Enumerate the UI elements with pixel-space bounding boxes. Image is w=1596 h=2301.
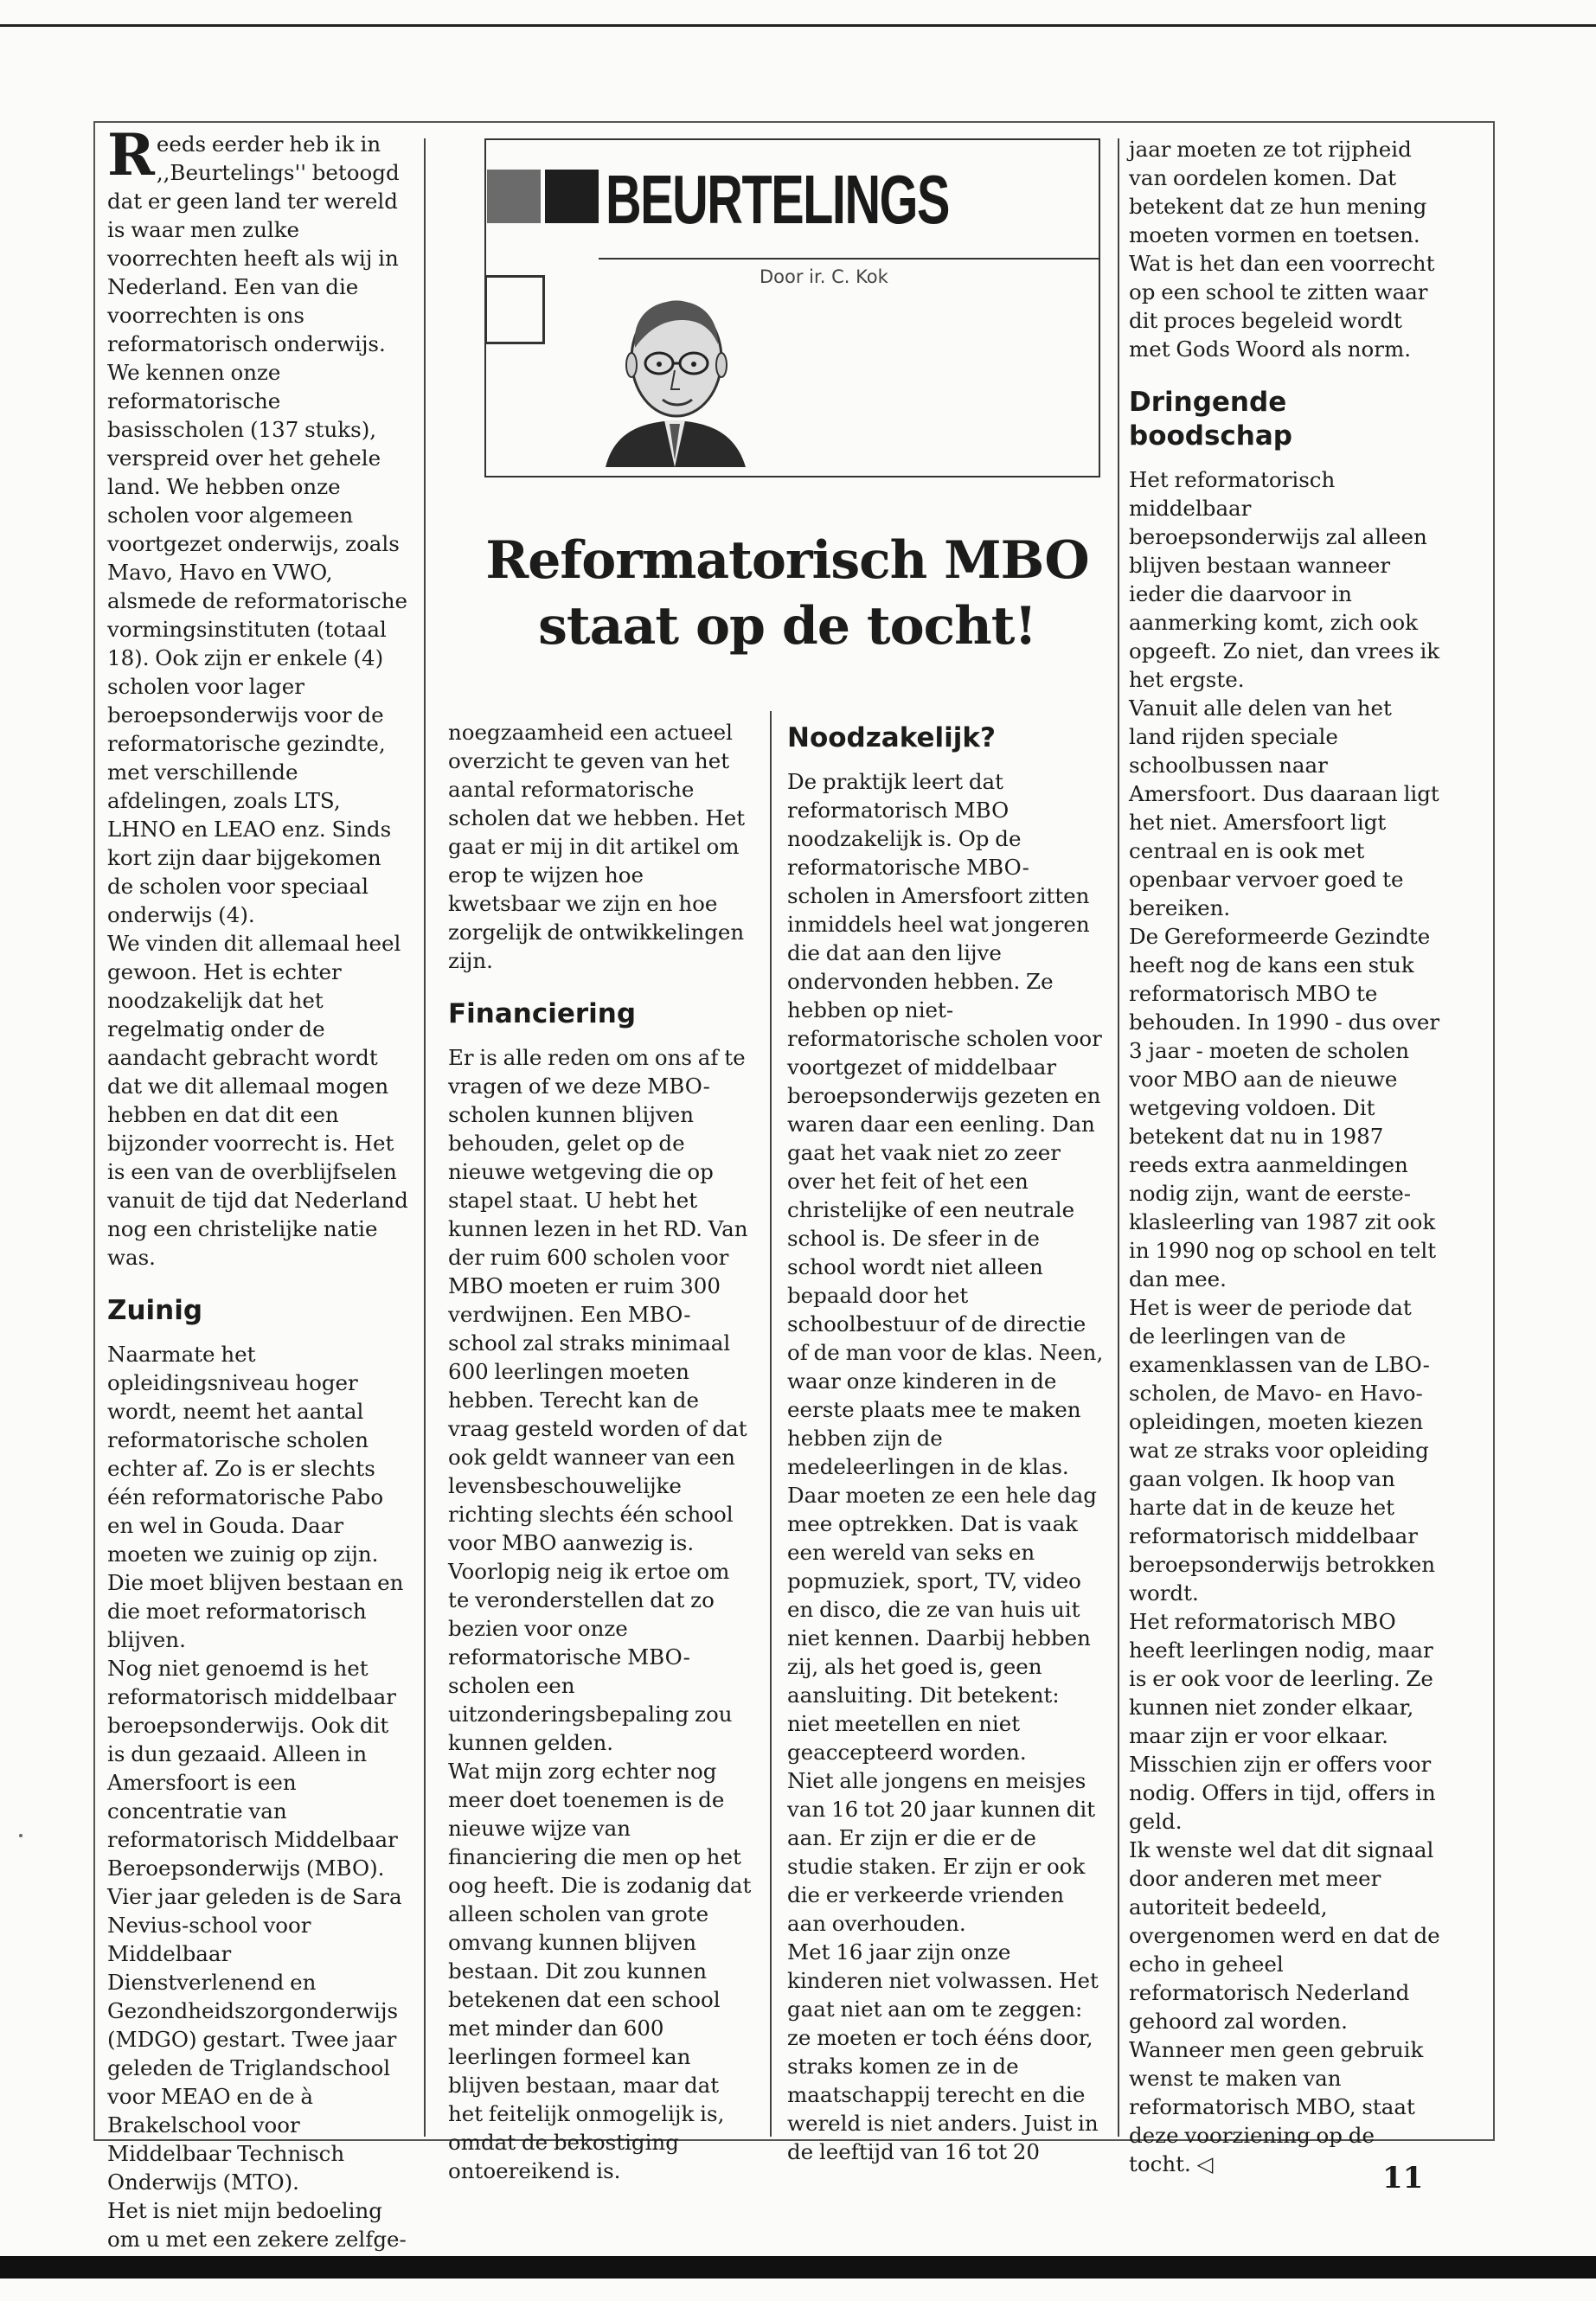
grey-square [487,170,541,223]
column-4 [1129,135,1442,2178]
column-2 [448,718,756,2185]
paragraph: Met 16 jaar zijn onze kinderen niet volwassen. Het gaat niet aan om te zeggen: ze moeten er toch ééns door, straks komen ze in de maatschappij terecht en die wereld is niet anders. Juist in de leeftijd van 16 tot 20 [787,1939,1099,2164]
subheading-noodzakelijk: Noodzakelijk? [787,722,996,753]
series-title: BEURTELINGS [606,161,949,238]
column-divider [770,711,772,2137]
paragraph: Naarmate het opleidingsniveau hoger wordt, neemt het aantal reformatorische scholen echter af. Zo is er slechts één reformatorische Pabo en wel in Gouda. Daar moeten we zuinig op zijn. Die moet blijven bestaan en die moet reformatorisch blijven. [107,1342,404,1652]
paragraph: noegzaamheid een actueel overzicht te geven van het aantal reformatorische scholen dat we hebben. Het gaat er mij in dit artikel om erop te wijzen hoe kwetsbaar we zijn en hoe zorgelijk de ontwikkelingen zijn. [448,720,746,973]
author-portrait [597,268,753,467]
column-3 [787,701,1106,2166]
top-rule [0,24,1596,27]
drop-cap: R [107,121,155,189]
headline-line-1: Reformatorisch MBO [485,530,1089,591]
paragraph: Het is niet mijn bedoeling om u met een zekere zelfge- [107,2198,407,2252]
paragraph: Het is weer de periode dat de leerlingen van de examenklassen van de LBO-scholen, de Mavo- en Havo-opleidingen, moeten kiezen wat ze straks voor opleiding gaan volgen. Ik hoop van harte dat in de keuze het reformatorisch middelbaar beroepsonderwijs betrokken wordt. [1129,1295,1436,1606]
paragraph: Vanuit alle delen van het land rijden speciale schoolbussen naar Amersfoort. Dus daaraan ligt het niet. Amersfoort ligt centraal en is ook met openbaar vervoer goed te bereiken. [1129,695,1439,920]
end-mark-icon: ◁ [1196,2151,1214,2176]
page-number: 11 [1382,2161,1424,2195]
paragraph: De Gereformeerde Gezindte heeft nog de kans een stuk reformatorisch MBO te behouden. In 1990 - dus over 3 jaar - moeten de scholen voor MBO aan de nieuwe wetgeving voldoen. Dit betekent dat nu in 1987 reeds extra aanmeldingen nodig zijn, want de eerste-klasleerling van 1987 zit ook in 1990 nog op school en telt dan mee. [1129,924,1440,1292]
outline-square [484,275,545,344]
scan-speck [19,1834,22,1837]
paragraph: De praktijk leert dat reformatorisch MBO noodzakelijk is. Op de reformatorische MBO-scholen in Amersfoort zitten inmiddels heel wat jongeren die dat aan den lijve ondervonden hebben. Ze hebben op niet-reformatorische scholen voor voortgezet of middelbaar beroepsonderwijs gezeten en waren daar een eenling. Dan gaat het vaak niet zo zeer over het feit of het een christelijke of een neutrale school is. De sfeer in de school wordt niet alleen bepaald door het schoolbestuur of de directie of de man voor de klas. Neen, waar onze kinderen in de eerste plaats mee te maken hebben zijn de medeleerlingen in de klas. Daar moeten ze een hele dag mee optrekken. Dat is vaak een wereld van seks en popmuziek, sport, TV, video en disco, die ze van huis uit niet kennen. Daarbij hebben zij, als het goed is, geen aansluiting. Dit betekent: niet meetellen en niet geaccepteerd worden. [787,769,1104,1765]
column-divider [1118,138,1119,2137]
headline [450,528,1125,659]
intro-paragraph [107,121,412,929]
paragraph: jaar moeten ze tot rijpheid van oordelen komen. Dat betekent dat ze hun mening moeten vormen en toetsen. Wat is het dan een voorrecht op een school te zitten waar dit proces begeleid wordt met Gods Woord als norm. [1129,137,1435,362]
subheading-dringende-boodschap: Dringende boodschap [1129,387,1292,452]
column-divider [424,138,426,2137]
paragraph: Het reformatorisch MBO heeft leerlingen nodig, maar is er ook voor de leerling. Ze kunnen niet zonder elkaar, maar zijn er voor elkaar. Misschien zijn er offers voor nodig. Offers in tijd, offers in geld. [1129,1609,1436,1834]
paragraph: Er is alle reden om ons af te vragen of we deze MBO-scholen kunnen blijven behouden, gelet op de nieuwe wetgeving die op stapel staat. U hebt het kunnen lezen in het RD. Van der ruim 600 scholen voor MBO moeten er ruim 300 verdwijnen. Een MBO-school zal straks minimaal 600 leerlingen moeten hebben. Terecht kan de vraag gesteld worden of dat ook geldt wanneer van een levensbeschouwelijke richting slechts één school voor MBO aanwezig is. Voorlopig neig ik ertoe om te veronderstellen dat zo bezien voor onze reformatorische MBO-scholen een uitzonderingsbepaling zou kunnen gelden. [448,1045,748,1755]
paragraph: Het reformatorisch middelbaar beroepsonderwijs zal alleen blijven bestaan wanneer ieder die daarvoor in aanmerking komt, zich ook opgeeft. Zo niet, dan vrees ik het ergste. [1129,467,1440,692]
column-1 [107,121,412,2253]
bottom-rule [0,2256,1596,2279]
paragraph: Niet alle jongens en meisjes van 16 tot 20 jaar kunnen dit aan. Er zijn er die er de studie staken. Er zijn er ook die er verkeerde vrienden aan overhouden. [787,1768,1096,1936]
last-paragraph [1129,1836,1442,2178]
paragraph: Wat mijn zorg echter nog meer doet toenemen is de nieuwe wijze van financiering die men op het oog heeft. Die is zodanig dat alleen scholen van grote omvang kunnen blijven bestaan. Dit zou kunnen betekenen dat een school met minder dan 600 leerlingen formeel kan blijven bestaan, maar dat het feitelijk onmogelijk is, omdat de bekostiging ontoereikend is. [448,1759,752,2183]
byline: Door ir. C. Kok [760,266,888,287]
headline-line-2: staat op de tocht! [538,596,1036,657]
paragraph: We vinden dit allemaal heel gewoon. Het is echter noodzakelijk dat het regelmatig onder de aandacht gebracht wordt dat we dit allemaal mogen hebben en dat dit een bijzonder voorrecht is. Het is een van de overblijfselen vanuit de tijd dat Nederland nog een christelijke natie was. [107,931,408,1270]
paragraph: Nog niet genoemd is het reformatorisch middelbaar beroepsonderwijs. Ook dit is dun gezaaid. Alleen in Amersfoort is een concentratie van reformatorisch Middelbaar Beroepsonderwijs (MBO). Vier jaar geleden is de Sara Nevius-school voor Middelbaar Dienstverlenend en Gezondheidszorgonderwijs (MDGO) gestart. Twee jaar geleden de Triglandschool voor MEAO en de à Brakelschool voor Middelbaar Technisch Onderwijs (MTO). [107,1656,402,2195]
subheading-financiering: Financiering [448,998,637,1029]
subheading-zuinig: Zuinig [107,1295,203,1326]
header-rule [599,258,1099,260]
intro-text: eeds eerder heb ik in ,,Beurtelings'' betoogd dat er geen land ter wereld is waar men zulke voorrechten heeft als wij in Nederland. Een van die voorrechten is ons reformatorisch onderwijs. We kennen onze reformatorische basisscholen (137 stuks), verspreid over het gehele land. We hebben onze scholen voor algemeen voortgezet onderwijs, zoals Mavo, Havo en VWO, alsmede de reformatorische vormingsinstituten (totaal 18). Ook zijn er enkele (4) scholen voor lager beroepsonderwijs voor de reformatorische gezindte, met verschillende afdelingen, zoals LTS, LHNO en LEAO enz. Sinds kort zijn daar bijgekomen de scholen voor speciaal onderwijs (4). [107,131,407,927]
paragraph-text: Ik wenste wel dat dit signaal door anderen met meer autoriteit bedeeld, overgenomen werd en dat de echo in geheel reformatorisch Nederland gehoord zal worden. Wanneer men geen gebruik wenst te maken van reformatorisch MBO, staat deze voorziening op de tocht. [1129,1837,1440,2176]
black-square [545,170,599,223]
